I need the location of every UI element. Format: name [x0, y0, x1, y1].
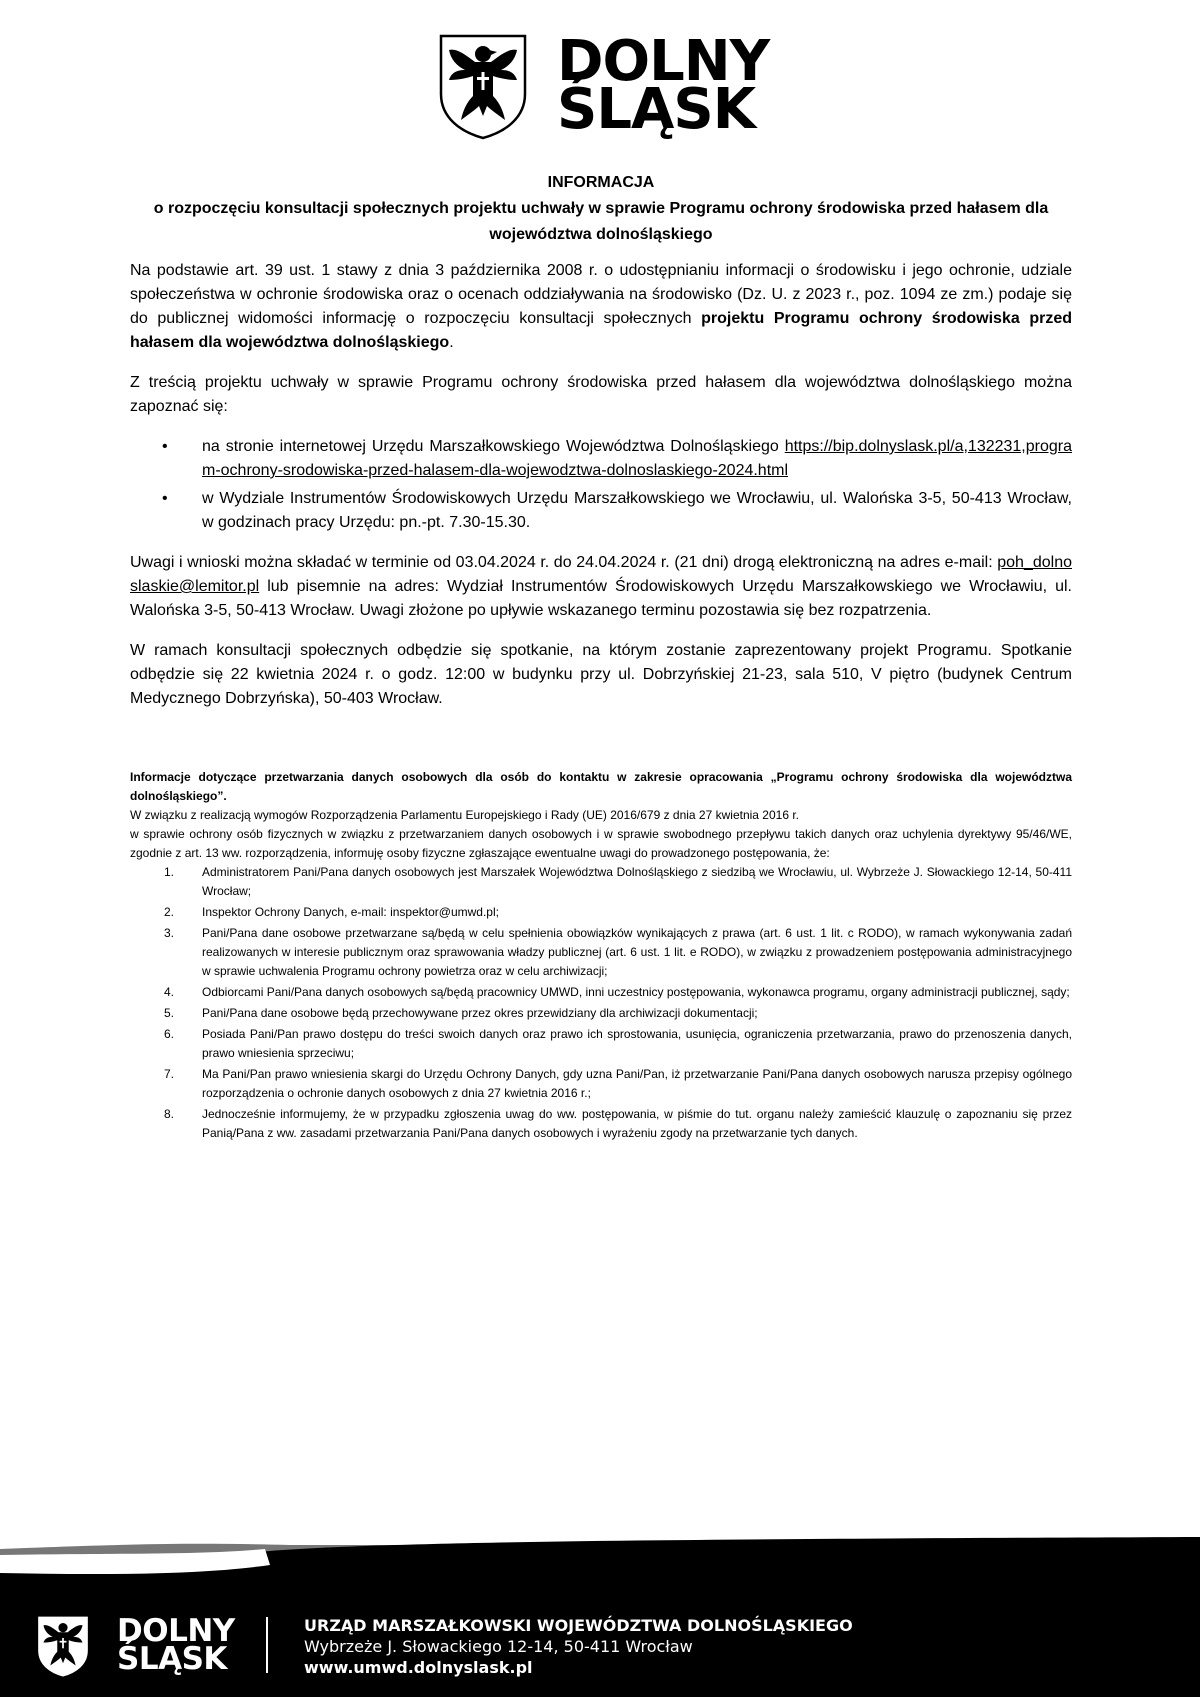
paragraph-meeting: W ramach konsultacji społecznych odbędzie się spotkanie, na którym zostanie zaprezentowany projekt Programu. Spotkanie odbędzie się 22 kwietnia 2024 r. o godz. 12:00 w budynku przy ul. Dobrzyńskiej 21-23, sala 510, V piętro (budynek Centrum Medycznego Dobrzyńska), 50-403 Wrocław. — [130, 642, 1072, 707]
brand-wordmark — [557, 29, 770, 142]
item-number: 4. — [164, 985, 175, 999]
legal-basis-text: Na podstawie art. 39 ust. 1 stawy z dnia 3 października 2008 r. o udostępnianiu informacji o środowisku i jego ochronie, udziale społeczeństwa w ochronie środowiska oraz o ocenach oddziaływania na środowisko (Dz. U. z 2023 r., poz. 1094 ze zm.) podaje się do publicznej widomości informację o rozpoczęciu konsultacji społecznych — [130, 262, 1072, 327]
gdpr-intro-2: w sprawie ochrony osób fizycznych w związku z przetwarzaniem danych osobowych i w sprawie swobodnego przepływu takich danych oraz uchylenia dyrektywy 95/46/WE, zgodnie z art. 13 ww. rozporządzenia, informuję osoby fizyczne zgłaszające ewentualne uwagi do prowadzonego postępowania, że: — [130, 827, 1072, 860]
bullet-2-text: w Wydziale Instrumentów Środowiskowych Urzędu Marszałkowskiego we Wrocławiu, ul. Walońska 3-5, 50-413 Wrocław, w godzinach pracy Urzędu: pn.-pt. 7.30-15.30. — [202, 490, 1072, 531]
main-body — [130, 259, 1072, 727]
footer-brand-line-2: ŚLĄSK — [117, 1641, 227, 1677]
item-text: Inspektor Ochrony Danych, e-mail: inspektor@umwd.pl; — [202, 905, 499, 919]
title-line-1: o rozpoczęciu konsultacji społecznych projektu uchwały w sprawie Programu ochrony środowiska przed hałasem dla — [153, 200, 1049, 217]
footer-address — [304, 1615, 853, 1678]
footer-eagle-crest-icon — [36, 1615, 90, 1677]
item-text: Ma Pani/Pan prawo wniesienia skargi do Urzędu Ochrony Danych, gdy uzna Pani/Pan, iż przetwarzanie Pani/Pana danych osobowych narusza przepisy ogólnego rozporządzenia o ochronie danych osobowych z dnia 27 kwietnia 2016 r.; — [202, 1067, 1072, 1100]
bullet-icon: • — [162, 490, 168, 507]
paragraph-comments — [130, 551, 1072, 623]
title-heading: INFORMACJA — [547, 174, 655, 191]
footer-website: www.umwd.dolnyslask.pl — [304, 1658, 533, 1677]
footer-office-name: URZĄD MARSZAŁKOWSKI WOJEWÓDZTWA DOLNOŚLĄSKIEGO — [304, 1616, 853, 1635]
footer-street-address: Wybrzeże J. Słowackiego 12-14, 50-411 Wrocław — [304, 1637, 693, 1656]
list-item — [130, 1004, 1072, 1023]
list-item — [162, 435, 1072, 483]
item-number: 6. — [164, 1027, 175, 1041]
footer-banner — [0, 1535, 1200, 1697]
item-number: 2. — [164, 905, 175, 919]
header-logo — [437, 30, 777, 142]
brand-line-1: DOLNY — [557, 29, 770, 94]
list-item — [130, 1065, 1072, 1103]
bip-link[interactable]: https://bip.dolnyslask.pl/a,132231,program-ochrony-srodowiska-przed-halasem-dla-wojewodztwa-dolnoslaskiego-2024.html — [202, 438, 1072, 479]
document-title — [130, 170, 1072, 248]
paragraph-legal-basis — [130, 259, 1072, 355]
list-item — [130, 1025, 1072, 1063]
gdpr-heading: Informacje dotyczące przetwarzania danych osobowych dla osób do kontaktu w zakresie opracowania „Programu ochrony środowiska dla województwa dolnośląskiego”. — [130, 770, 1072, 803]
item-text: Pani/Pana dane osobowe przetwarzane są/będą w celu spełnienia obowiązków wynikających z prawa (art. 6 ust. 1 lit. c RODO), w ramach wykonywania zadań realizowanych w interesie publicznym oraz sprawowania władzy publicznej (art. 6 ust. 1 lit. e RODO), w związku z prowadzeniem postępowania administracyjnego w sprawie uchwalenia Programu ochrony powietrza oraz w celu archiwizacji; — [202, 926, 1072, 978]
item-number: 7. — [164, 1067, 175, 1081]
title-line-2: województwa dolnośląskiego — [489, 226, 713, 243]
gdpr-intro-1: W związku z realizacją wymogów Rozporządzenia Parlamentu Europejskiego i Rady (UE) 2016/679 z dnia 27 kwietnia 2016 r. — [130, 808, 799, 822]
bullet-icon: • — [162, 438, 168, 455]
brand-line-2: ŚLĄSK — [557, 77, 756, 142]
legal-basis-bold: projektu Programu ochrony środowiska przed hałasem dla województwa dolnośląskiego — [130, 310, 1073, 351]
list-item — [130, 903, 1072, 922]
list-item — [162, 487, 1072, 535]
email-link[interactable]: poh_dolnoslaskie@lemitor.pl — [130, 554, 1072, 595]
list-item — [130, 1105, 1072, 1143]
item-text: Jednocześnie informujemy, że w przypadku zgłoszenia uwag do ww. postępowania, w piśmie do tut. organu należy zamieścić klauzulę o zapoznaniu się przez Panią/Pana z ww. zasadami przetwarzania Pani/Pana danych osobowych i wyrażeniu zgody na przetwarzanie tych danych. — [202, 1107, 1072, 1140]
item-text: Posiada Pani/Pan prawo dostępu do treści swoich danych oraz prawo ich sprostowania, usunięcia, ograniczenia przetwarzania, prawo do przenoszenia danych, prawo wniesienia sprzeciwu; — [202, 1027, 1072, 1060]
comments-text: Uwagi i wnioski można składać w terminie od 03.04.2024 r. do 24.04.2024 r. (21 dni) drogą elektroniczną na adres e-mail: — [130, 554, 998, 571]
eagle-crest-icon — [437, 32, 529, 140]
paragraph-access: Z treścią projektu uchwały w sprawie Programu ochrony środowiska przed hałasem dla województwa dolnośląskiego można zapoznać się: — [130, 374, 1072, 415]
item-number: 5. — [164, 1006, 175, 1020]
bullet-1-text: na stronie internetowej Urzędu Marszałkowskiego Województwa Dolnośląskiego — [202, 438, 779, 455]
item-text: Odbiorcami Pani/Pana danych osobowych są/będą pracownicy UMWD, inni uczestnicy postępowania, wykonawca programu, organy administracji publicznej, sądy; — [202, 985, 1070, 999]
item-number: 8. — [164, 1107, 175, 1121]
footer-brand-line-1: DOLNY — [117, 1613, 235, 1649]
item-text: Administratorem Pani/Pana danych osobowych jest Marszałek Województwa Dolnośląskiego z siedzibą we Wrocławiu, ul. Wybrzeże J. Słowackiego 12-14, 50-411 Wrocław; — [202, 865, 1072, 898]
item-number: 1. — [164, 865, 175, 879]
list-item — [130, 983, 1072, 1002]
item-number: 3. — [164, 926, 175, 940]
legal-basis-end: . — [449, 334, 454, 351]
footer-wordmark — [117, 1613, 235, 1677]
comments-end: lub pisemnie na adres: Wydział Instrumentów Środowiskowych Urzędu Marszałkowskiego we Wrocławiu, ul. Walońska 3-5, 50-413 Wrocław. Uwagi złożone po upływie wskazanego terminu pozostawia się bez rozpatrzenia. — [130, 578, 1072, 619]
list-item — [130, 924, 1072, 981]
footer-divider — [266, 1617, 268, 1673]
list-item — [130, 863, 1072, 901]
access-list — [130, 435, 1072, 535]
gdpr-clause — [130, 768, 1072, 1145]
gdpr-list — [130, 863, 1072, 1143]
item-text: Pani/Pana dane osobowe będą przechowywane przez okres przewidziany dla archiwizacji dokumentacji; — [202, 1006, 758, 1020]
